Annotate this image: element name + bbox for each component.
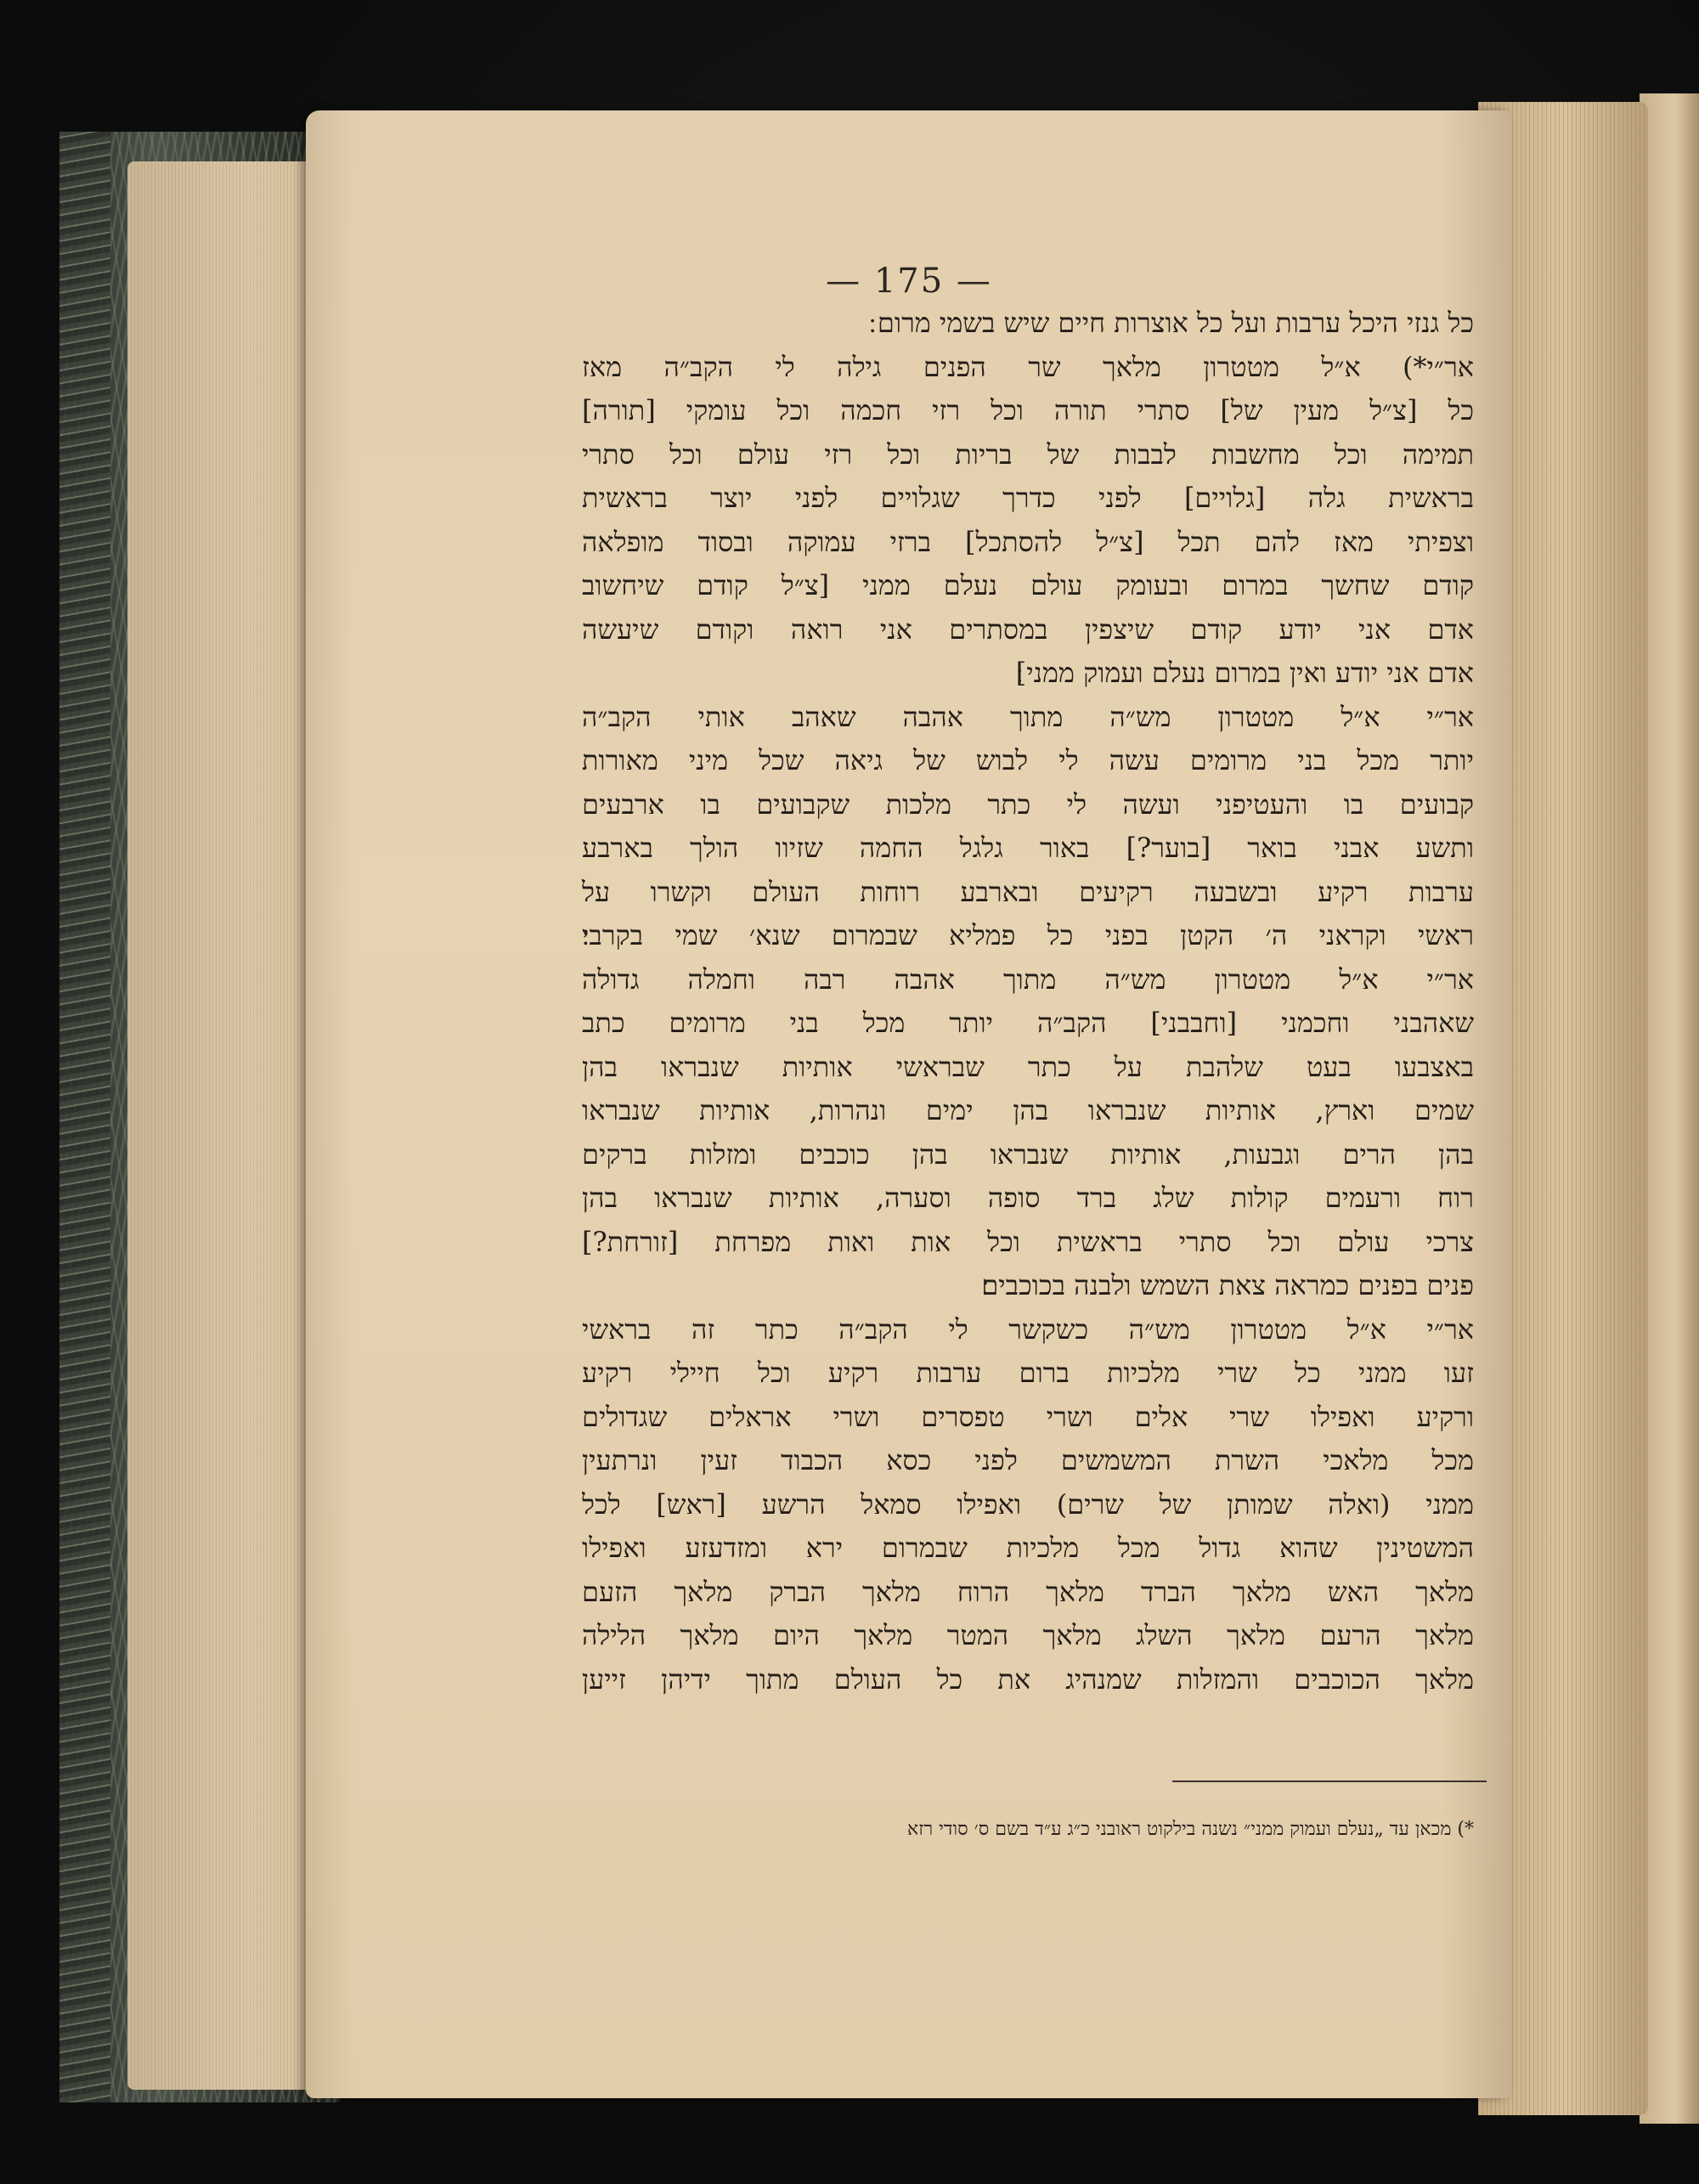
text-line: אדם אני יודע קודם שיצפין במסתרים אני רואה וקודם שיעשה	[582, 612, 1474, 646]
text-line: בהן הרים וגבעות, אותיות שנבראו בהן כוכבים ומזלות ברקים	[582, 1137, 1474, 1171]
text-line: וצפיתי מאז להם תכל [צ״ל להסתכל] ברזי עמוקה ובסוד מופלאה	[582, 525, 1474, 558]
text-line: תמימה וכל מחשבות לבבות של בריות וכל רזי עולם וכל סתרי	[582, 437, 1474, 471]
text-line: באצבעו בעט שלהבת על כתר שבראשי אותיות שנבראו בהן	[582, 1050, 1474, 1083]
text-line: שמים וארץ, אותיות שנבראו בהן ימים ונהרות, אותיות שנבראו	[582, 1094, 1474, 1126]
text-line: כל [צ״ל מעין של] סתרי תורה וכל רזי חכמה וכל עומקי [תורה]	[582, 394, 1474, 426]
text-line: ממני (ואלה שמותן של שרים) ואפילו סמאל הרשע [ראש] לכל	[582, 1487, 1474, 1521]
body-text	[582, 302, 1474, 1701]
text-line: מכל מלאכי השרת המשמשים לפני כסא הכבוד זעין ונרתעין	[582, 1444, 1474, 1476]
text-line: כל גנזי היכל ערבות ועל כל אוצרות חיים שיש בשמי מרום ׃	[868, 307, 1474, 339]
footnote: *) מכאן עד „נעלם ועמוק ממני״ נשנה בילקוט ראובני כ״ג ע״ד בשם ס׳ סודי רזא	[907, 1819, 1474, 1840]
book-page	[306, 110, 1512, 2098]
text-line: אר״י*) א״ל מטטרון מלאך שר הפנים גילה לי הקב״ה מאז	[582, 350, 1474, 383]
text-line: מלאך הכוכבים והמזלות שמנהיג את כל העולם מתוך ידיהן זייען	[582, 1662, 1474, 1696]
text-line: בראשית גלה [גלויים] לפני כדרך שגלויים לפני יוצר בראשית	[582, 482, 1474, 514]
facing-page-edge	[1640, 93, 1699, 2124]
text-line: זעו ממני כל שרי מלכיות ברום ערבות רקיע וכל חיילי רקיע	[582, 1357, 1474, 1389]
text-line: אר״י א״ל מטטרון מש״ה מתוך אהבה רבה וחמלה גדולה	[582, 962, 1474, 996]
text-line: קבועים בו והעטיפני ועשה לי כתר מלכות שקבועים בו ארבעים	[582, 787, 1474, 821]
text-line: מלאך האש מלאך הברד מלאך הרוח מלאך הברק מלאך הזעם	[582, 1575, 1474, 1608]
text-line: פנים בפנים כמראה צאת השמש ולבנה בכוכבים׃	[981, 1269, 1474, 1301]
page-number: — 175 —	[826, 262, 992, 301]
text-line: המשטינין שהוא גדול מכל מלכיות שבמרום ירא ומזדעזע ואפילו	[582, 1532, 1474, 1564]
text-line: רוח ורעמים קולות שלג ברד סופה וסערה, אותיות שנבראו בהן	[582, 1182, 1474, 1214]
text-line: ורקיע ואפילו שרי אלים ושרי טפסרים ושרי אראלים שגדולים	[582, 1400, 1474, 1433]
text-line: אר״י א״ל מטטרון מש״ה מתוך אהבה שאהב אותי הקב״ה	[582, 700, 1474, 733]
text-line: ותשע אבני בואר [בוער?] באור גלגל החמה שזיוו הולך בארבע	[582, 832, 1474, 864]
text-line: יותר מכל בני מרומים עשה לי לבוש של גיאה שכל מיני מאורות	[582, 744, 1474, 776]
text-line: שאהבני וחכמני [וחבבני] הקב״ה יותר מכל בני מרומים כתב	[582, 1007, 1474, 1039]
text-line: קודם שחשך במרום ובעומק עולם נעלם ממני [צ״ל קודם שיחשוב	[582, 569, 1474, 601]
text-line: אר״י א״ל מטטרון מש״ה כשקשר לי הקב״ה כתר זה בראשי	[582, 1312, 1474, 1346]
left-page-stack	[127, 161, 331, 2090]
book-spine	[59, 132, 110, 2102]
text-line: ראשי וקראני ה׳ הקטן בפני כל פמליא שבמרום שנא׳ שמי בקרבי׃	[582, 919, 1474, 951]
text-line: ערבות רקיע ובשבעה רקיעים ובארבע רוחות העולם וקשרו על	[582, 875, 1474, 908]
text-line: אדם אני יודע ואין במרום נעלם ועמוק ממני]׃	[1015, 657, 1474, 689]
text-line: צרכי עולם וכל סתרי בראשית וכל אות ואות מפרחת [זורחת?]	[582, 1225, 1474, 1258]
footnote-divider	[1172, 1780, 1487, 1782]
text-line: מלאך הרעם מלאך השלג מלאך המטר מלאך היום מלאך הלילה	[582, 1619, 1474, 1651]
